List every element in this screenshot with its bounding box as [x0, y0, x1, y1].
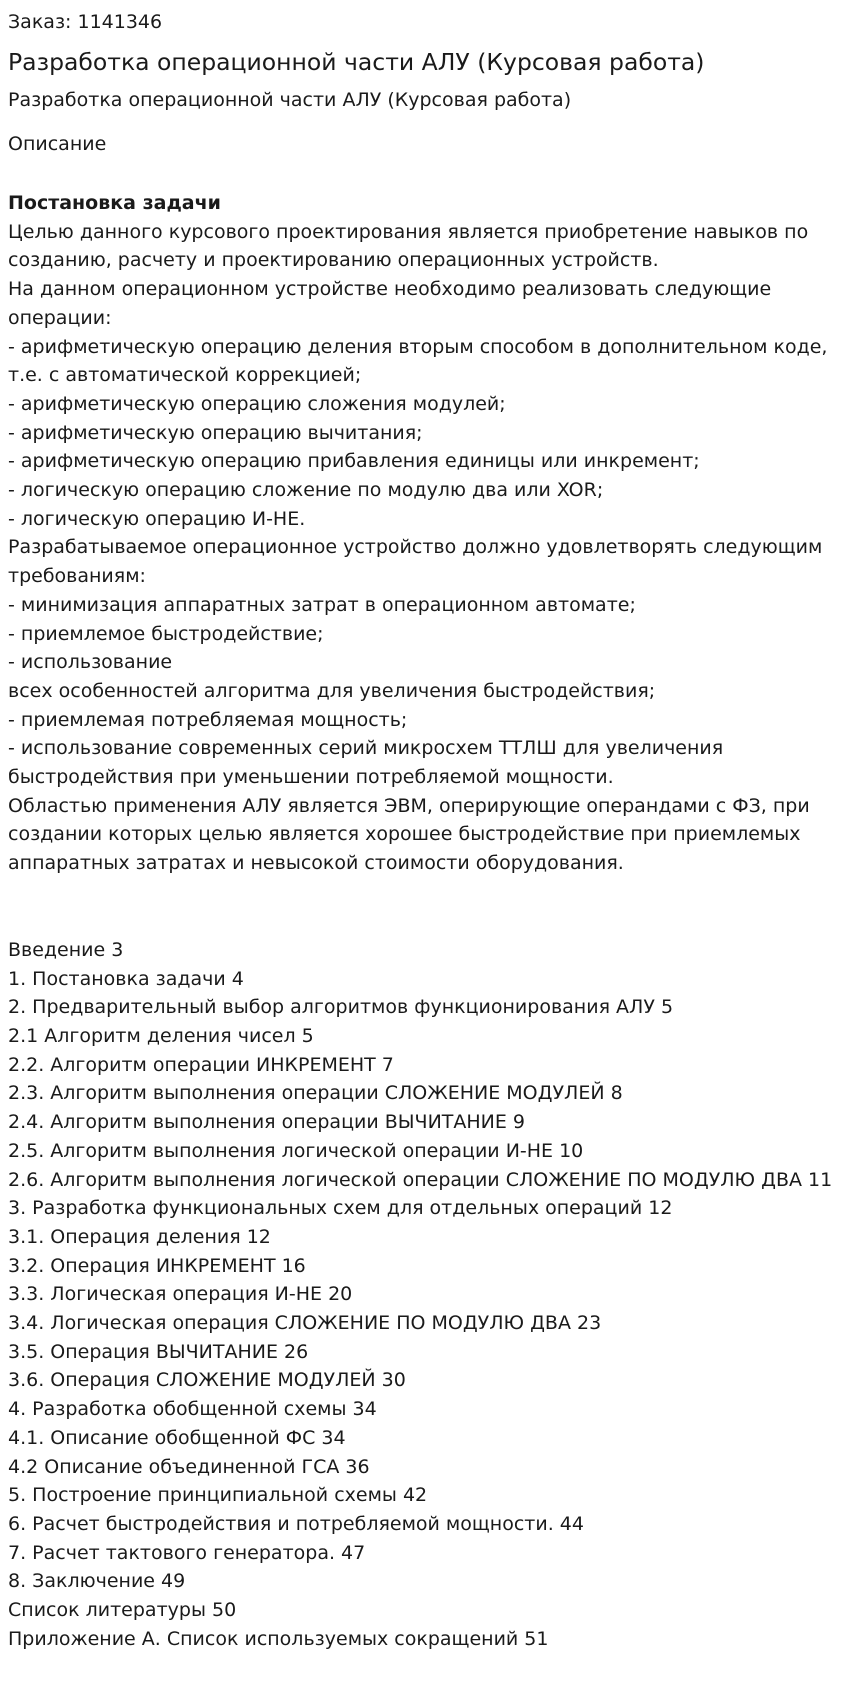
toc-item: 2.3. Алгоритм выполнения операции СЛОЖЕНИЕ МОДУЛЕЙ 8: [8, 1082, 623, 1105]
toc-item: 2.5. Алгоритм выполнения логической операции И-НЕ 10: [8, 1139, 584, 1162]
toc-item: 2.2. Алгоритм операции ИНКРЕМЕНТ 7: [8, 1053, 394, 1076]
toc-item: 3.1. Операция деления 12: [8, 1225, 271, 1248]
toc-item: 3. Разработка функциональных схем для отдельных операций 12: [8, 1197, 673, 1220]
task-line: Разрабатываемое операционное устройство должно удовлетворять следующим: [8, 536, 823, 559]
toc-item: 3.3. Логическая операция И-НЕ 20: [8, 1283, 353, 1306]
task-line: На данном операционном устройстве необходимо реализовать следующие: [8, 278, 772, 301]
task-line: - минимизация аппаратных затрат в операционном автомате;: [8, 593, 636, 616]
toc-item: 2.6. Алгоритм выполнения логической операции СЛОЖЕНИЕ ПО МОДУЛЮ ДВА 11: [8, 1168, 833, 1191]
toc-item: 3.2. Операция ИНКРЕМЕНТ 16: [8, 1254, 306, 1277]
toc-item: Приложение А. Список используемых сокращений 51: [8, 1627, 549, 1650]
task-line: - использование: [8, 651, 173, 674]
toc-item: 3.6. Операция СЛОЖЕНИЕ МОДУЛЕЙ 30: [8, 1369, 406, 1392]
toc-item: Список литературы 50: [8, 1599, 237, 1622]
task-line: - арифметическую операцию вычитания;: [8, 421, 423, 444]
task-line: - приемлемая потребляемая мощность;: [8, 708, 408, 731]
task-line: - использование современных серий микросхем ТТЛШ для увеличения: [8, 737, 724, 760]
toc-item: 2.1 Алгоритм деления чисел 5: [8, 1024, 314, 1047]
description-body: [8, 189, 839, 878]
description-label: Описание: [8, 133, 107, 155]
task-text: [8, 218, 839, 878]
page-subtitle: Разработка операционной части АЛУ (Курсовая работа): [8, 89, 572, 111]
task-line: - приемлемое быстродействие;: [8, 622, 324, 645]
task-line: быстродействия при уменьшении потребляемой мощности.: [8, 766, 614, 789]
task-line: Областью применения АЛУ является ЭВМ, оперирующие операндами с ФЗ, при: [8, 794, 810, 817]
task-line: - арифметическую операцию прибавления единицы или инкремент;: [8, 450, 700, 473]
task-heading: Постановка задачи: [8, 192, 221, 214]
toc-item: 1. Постановка задачи 4: [8, 967, 244, 990]
toc-item: 5. Построение принципиальной схемы 42: [8, 1484, 428, 1507]
toc-item: 3.5. Операция ВЫЧИТАНИЕ 26: [8, 1340, 309, 1363]
toc-item: 2.4. Алгоритм выполнения операции ВЫЧИТАНИЕ 9: [8, 1111, 526, 1134]
table-of-contents: [8, 936, 839, 1654]
task-line: - логическую операцию И-НЕ.: [8, 507, 306, 530]
task-line: - арифметическую операцию деления вторым способом в дополнительном коде,: [8, 335, 828, 358]
task-line: создании которых целью является хорошее быстродействие при приемлемых: [8, 823, 801, 846]
toc-item: 4.2 Описание объединенной ГСА 36: [8, 1455, 370, 1478]
task-line: требованиям:: [8, 565, 146, 588]
toc-item: 3.4. Логическая операция СЛОЖЕНИЕ ПО МОДУЛЮ ДВА 23: [8, 1312, 602, 1335]
task-line: т.е. с автоматической коррекцией;: [8, 364, 362, 387]
toc-item: 8. Заключение 49: [8, 1570, 186, 1593]
toc-item: 6. Расчет быстродействия и потребляемой мощности. 44: [8, 1512, 584, 1535]
task-line: - логическую операцию сложение по модулю два или XOR;: [8, 479, 604, 502]
toc-item: 2. Предварительный выбор алгоритмов функционирования АЛУ 5: [8, 996, 674, 1019]
toc-item: 4. Разработка обобщенной схемы 34: [8, 1398, 377, 1421]
order-number: Заказ: 1141346: [8, 11, 163, 33]
task-line: аппаратных затратах и невысокой стоимости оборудования.: [8, 852, 624, 875]
task-line: Целью данного курсового проектирования является приобретение навыков по: [8, 220, 809, 243]
toc-item: Введение 3: [8, 938, 124, 961]
task-line: созданию, расчету и проектированию операционных устройств.: [8, 249, 659, 272]
task-line: - арифметическую операцию сложения модулей;: [8, 392, 506, 415]
toc-item: 7. Расчет тактового генератора. 47: [8, 1541, 366, 1564]
task-line: всех особенностей алгоритма для увеличения быстродействия;: [8, 679, 656, 702]
page-title: Разработка операционной части АЛУ (Курсовая работа): [8, 48, 705, 76]
toc-item: 4.1. Описание обобщенной ФС 34: [8, 1426, 346, 1449]
task-line: операции:: [8, 306, 112, 329]
